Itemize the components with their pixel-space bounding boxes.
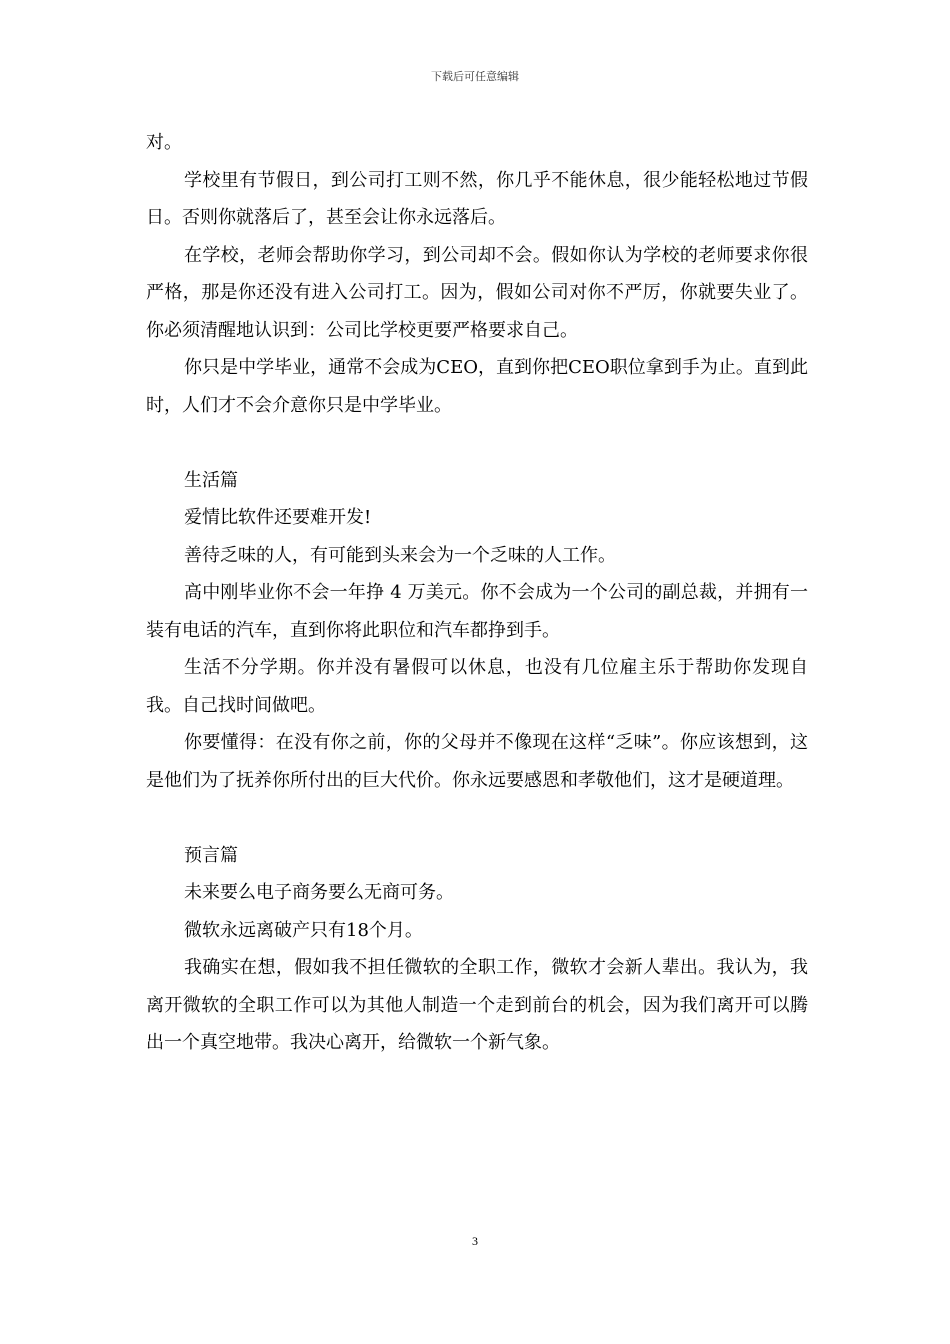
- document-body: [146, 124, 808, 1062]
- page-number: 3: [472, 1234, 478, 1248]
- paragraph: 爱情比软件还要难开发!: [184, 507, 372, 528]
- paragraph: 你只是中学毕业，通常不会成为CEO，直到你把CEO职位拿到手为止。直到此时，人们才不会介意你只是中学毕业。: [146, 357, 808, 416]
- paragraph: 微软永远离破产只有18个月。: [184, 919, 423, 941]
- spacer: [146, 424, 808, 462]
- paragraph: 对。: [146, 132, 182, 153]
- spacer: [146, 799, 808, 837]
- page-header: 下载后可任意编辑: [431, 70, 519, 83]
- section-heading: 生活篇: [184, 469, 238, 491]
- paragraph: 学校里有节假日，到公司打工则不然，你几乎不能休息，很少能轻松地过节假日。否则你就落后了，甚至会让你永远落后。: [146, 169, 808, 228]
- paragraph: 在学校，老师会帮助你学习，到公司却不会。假如你认为学校的老师要求你很严格，那是你还没有进入公司打工。因为，假如公司对你不严厉，你就要失业了。你必须清醒地认识到：公司比学校更要严格要求自己。: [146, 244, 808, 341]
- paragraph: 你要懂得：在没有你之前，你的父母并不像现在这样“乏味”。你应该想到，这是他们为了抚养你所付出的巨大代价。你永远要感恩和孝敬他们，这才是硬道理。: [146, 732, 808, 791]
- paragraph: 生活不分学期。你并没有暑假可以休息，也没有几位雇主乐于帮助你发现自我。自己找时间做吧。: [146, 657, 808, 716]
- paragraph: 未来要么电子商务要么无商可务。: [184, 882, 454, 903]
- paragraph: 善待乏味的人，有可能到头来会为一个乏味的人工作。: [184, 544, 616, 566]
- paragraph: 我确实在想，假如我不担任微软的全职工作，微软才会新人辈出。我认为，我离开微软的全职工作可以为其他人制造一个走到前台的机会，因为我们离开可以腾出一个真空地带。我决心离开，给微软一个新气象。: [146, 957, 808, 1053]
- section-heading: 预言篇: [184, 844, 238, 866]
- paragraph: 高中刚毕业你不会一年挣 4 万美元。你不会成为一个公司的副总裁，并拥有一装有电话的汽车，直到你将此职位和汽车都挣到手。: [146, 582, 808, 641]
